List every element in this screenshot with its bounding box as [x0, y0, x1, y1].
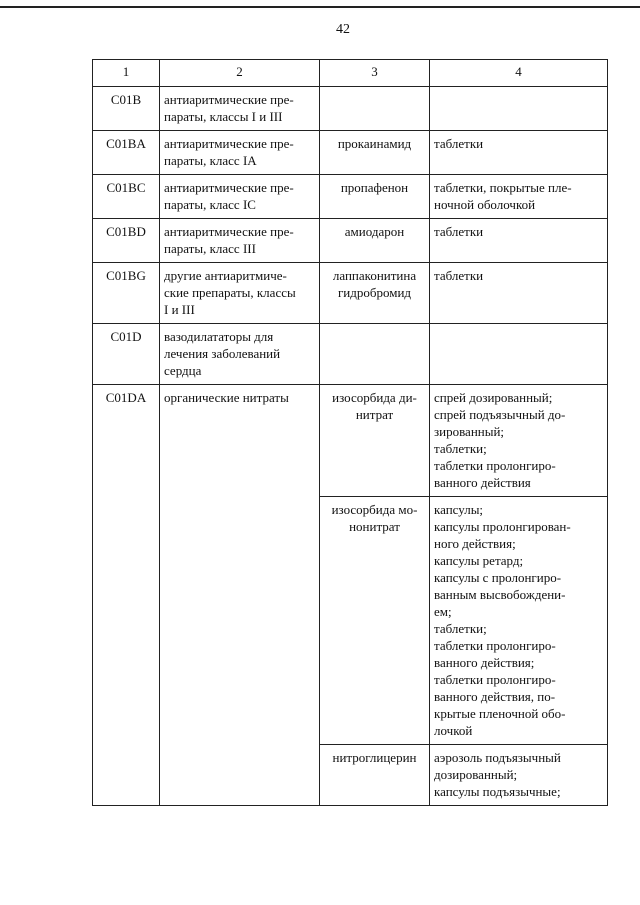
drug-name: изосорбида мо- нонитрат	[320, 497, 430, 745]
dosage-form: таблетки	[430, 131, 608, 175]
header-row	[93, 60, 608, 87]
drug-name	[320, 324, 430, 385]
atc-code: C01BA	[93, 131, 160, 175]
group-description: антиаритмические пре- параты, класс III	[160, 219, 320, 263]
top-rule	[0, 6, 640, 8]
group-description: антиаритмические пре- параты, класс IA	[160, 131, 320, 175]
group-description: антиаритмические пре- параты, класс IC	[160, 175, 320, 219]
drug-name: прокаинамид	[320, 131, 430, 175]
table-row	[93, 263, 608, 324]
dosage-form: таблетки	[430, 219, 608, 263]
table-row	[93, 175, 608, 219]
page-number: 42	[336, 22, 350, 37]
column-header: 2	[160, 60, 320, 87]
column-header: 3	[320, 60, 430, 87]
table-row	[93, 324, 608, 385]
column-header: 1	[93, 60, 160, 87]
table-row	[93, 87, 608, 131]
dosage-form	[430, 324, 608, 385]
group-description: органические нитраты	[160, 385, 320, 806]
dosage-form: таблетки	[430, 263, 608, 324]
drug-name	[320, 87, 430, 131]
dosage-form: капсулы; капсулы пролонгирован- ного действия; капсулы ретард; капсулы с пролонгиро- ванным высвобождени- ем; таблетки; таблетки пролонгиро- ванного действия; таблетки пролонгиро- ванного действия, по- крытые пленочной обо- лочкой	[430, 497, 608, 745]
table-row	[93, 385, 608, 497]
drug-name: пропафенон	[320, 175, 430, 219]
table-row	[93, 131, 608, 175]
atc-code: C01BC	[93, 175, 160, 219]
drug-name: изосорбида ди- нитрат	[320, 385, 430, 497]
atc-code: C01BG	[93, 263, 160, 324]
atc-code: C01B	[93, 87, 160, 131]
drug-name: лаппаконитина гидробромид	[320, 263, 430, 324]
column-header: 4	[430, 60, 608, 87]
dosage-form: спрей дозированный; спрей подъязычный до- зированный; таблетки; таблетки пролонгиро- ванного действия	[430, 385, 608, 497]
dosage-form: таблетки, покрытые пле- ночной оболочкой	[430, 175, 608, 219]
atc-code: C01DA	[93, 385, 160, 806]
table-body	[93, 87, 608, 806]
group-description: другие антиаритмиче- ские препараты, классы I и III	[160, 263, 320, 324]
atc-code: C01BD	[93, 219, 160, 263]
drug-name: нитроглицерин	[320, 745, 430, 806]
atc-code: C01D	[93, 324, 160, 385]
group-description: вазодилататоры для лечения заболеваний сердца	[160, 324, 320, 385]
dosage-form: аэрозоль подъязычный дозированный; капсулы подъязычные;	[430, 745, 608, 806]
drug-name: амиодарон	[320, 219, 430, 263]
dosage-form	[430, 87, 608, 131]
table-row	[93, 219, 608, 263]
group-description: антиаритмические пре- параты, классы I и III	[160, 87, 320, 131]
drug-table	[92, 59, 608, 806]
